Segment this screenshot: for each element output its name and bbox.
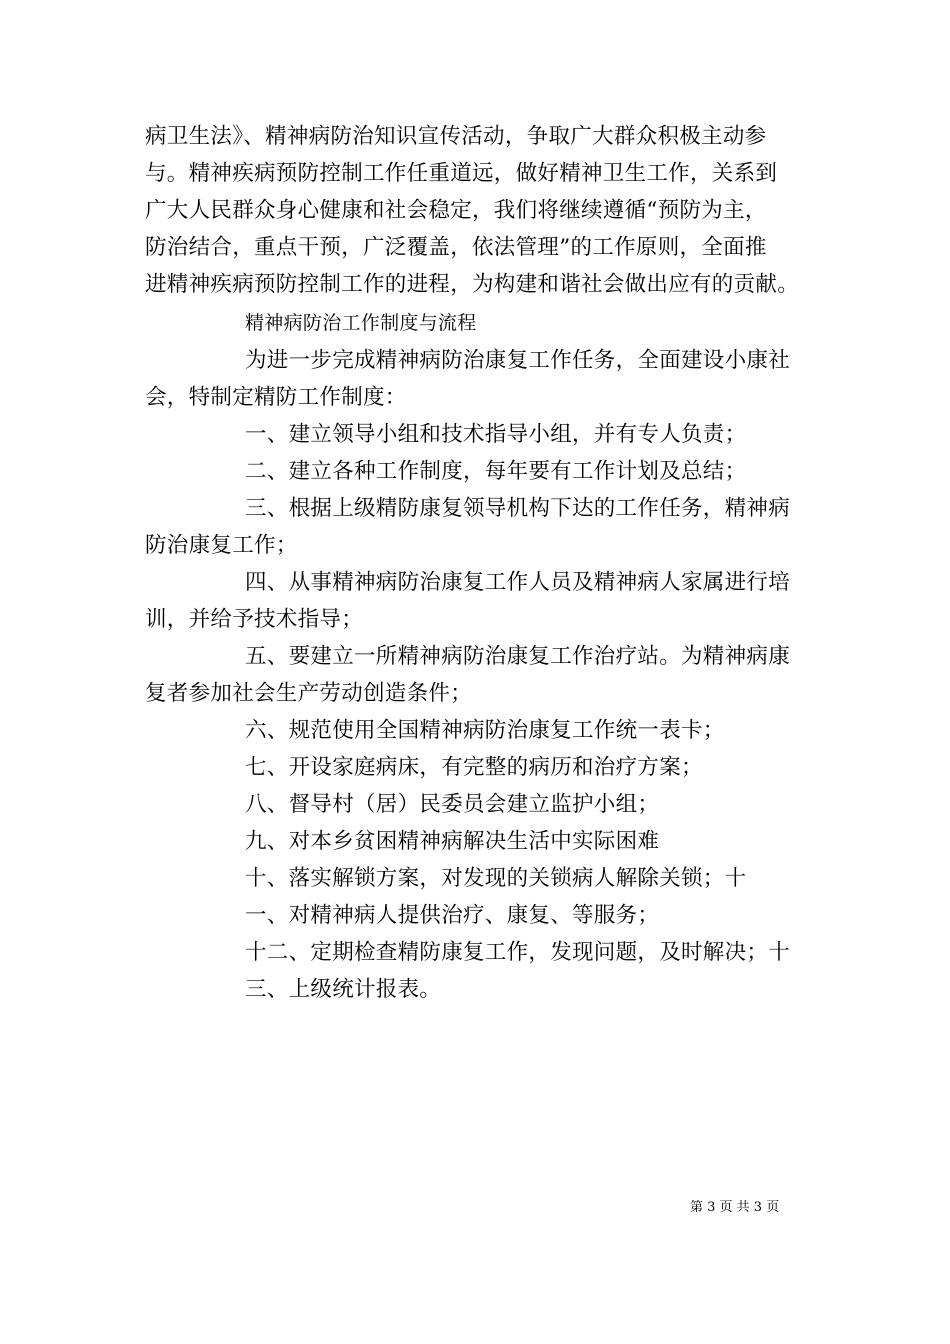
rule-item-3-line-1: 三、根据上级精防康复领导机构下达的工作任务，精神病: [245, 496, 791, 521]
paragraph-line-2: 与。精神疾病预防控制工作任重道远，做好精神卫生工作，关系到: [145, 161, 778, 186]
rule-item-2: 二、建立各种工作制度，每年要有工作计划及总结；: [245, 459, 747, 484]
rule-item-9: 九、对本乡贫困精神病解决生活中实际困难: [245, 829, 660, 854]
rule-item-11: 一、对精神病人提供治疗、康复、等服务；: [245, 903, 660, 928]
rule-item-10: 十、落实解锁方案，对发现的关锁病人解除关锁；十: [245, 866, 747, 891]
rule-item-4-line-2: 训，并给予技术指导；: [145, 607, 364, 632]
rule-item-7: 七、开设家庭病床，有完整的病历和治疗方案；: [245, 755, 703, 780]
paragraph-line-4: 防治结合，重点干预，广泛覆盖，依法管理”的工作原则，全面推: [145, 235, 767, 260]
paragraph-line-5: 进精神疾病预防控制工作的进程，为构建和谐社会做出应有的贡献。: [145, 272, 800, 297]
rule-item-13: 三、上级统计报表。: [245, 977, 442, 1002]
paragraph-line-3: 广大人民群众身心健康和社会稳定，我们将继续遵循“预防为主，: [145, 198, 767, 223]
section-title: 精神病防治工作制度与流程: [245, 312, 477, 334]
rule-item-3-line-2: 防治康复工作；: [145, 533, 298, 558]
intro-line-1: 为进一步完成精神病防治康复工作任务，全面建设小康社: [245, 348, 791, 373]
rule-item-5-line-1: 五、要建立一所精神病防治康复工作治疗站。为精神病康: [245, 644, 791, 669]
rule-item-6: 六、规范使用全国精神病防治康复工作统一表卡；: [245, 718, 725, 743]
rule-item-1: 一、建立领导小组和技术指导小组，并有专人负责；: [245, 422, 747, 447]
paragraph-line-1: 病卫生法》、精神病防治知识宣传活动，争取广大群众积极主动参: [145, 124, 767, 149]
rule-item-4-line-1: 四、从事精神病防治康复工作人员及精神病人家属进行培: [245, 570, 791, 595]
page-number-footer: 第 3 页 共 3 页: [690, 1200, 780, 1215]
intro-line-2: 会，特制定精防工作制度：: [145, 385, 407, 410]
rule-item-8: 八、督导村（居）民委员会建立监护小组；: [245, 792, 660, 817]
rule-item-5-line-2: 复者参加社会生产劳动创造条件；: [145, 681, 473, 706]
rule-item-12: 十二、定期检查精防康复工作，发现问题，及时解决；十: [245, 940, 791, 965]
